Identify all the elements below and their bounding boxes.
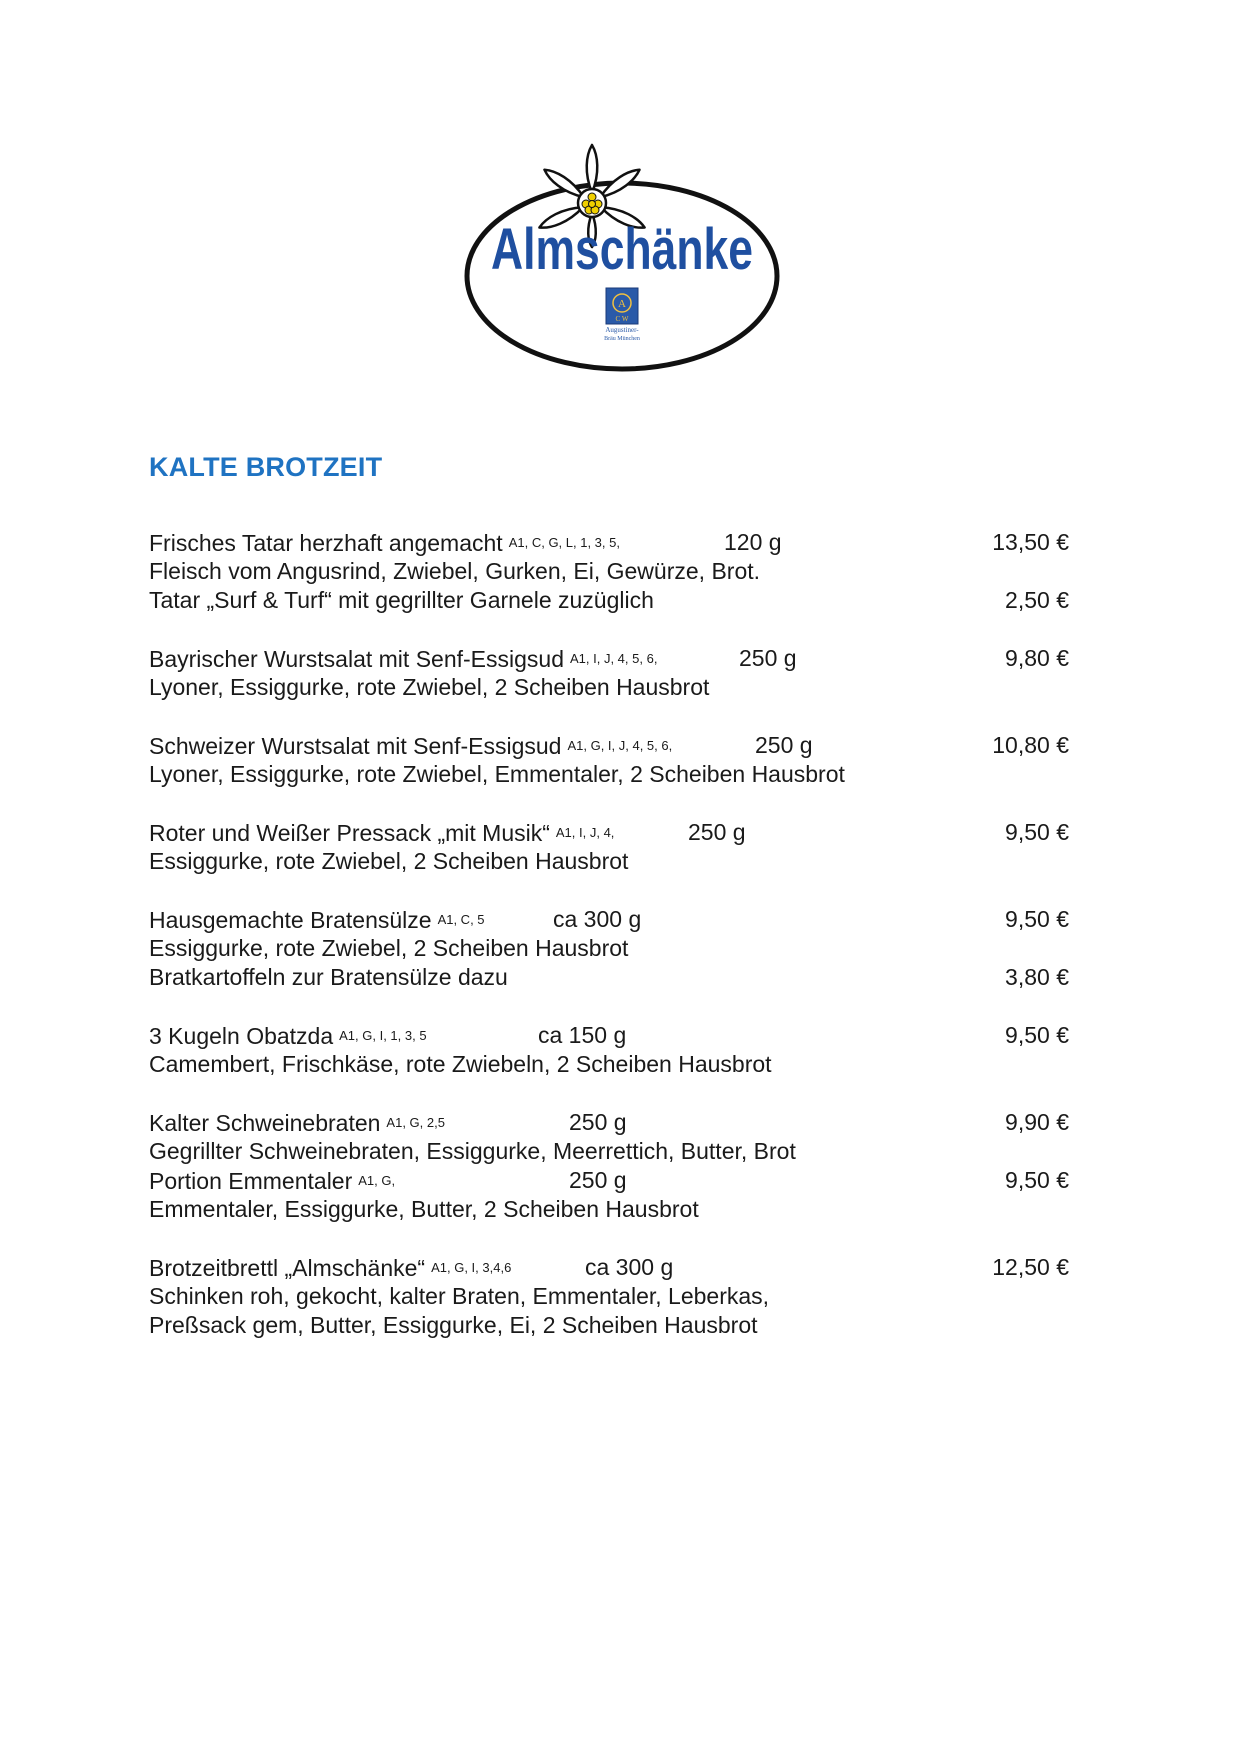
menu-line — [149, 557, 1069, 586]
menu-line — [149, 644, 1069, 673]
dish-name: Preßsack gem, Butter, Essiggurke, Ei, 2 Scheiben Hausbrot — [149, 1312, 758, 1338]
menu-item-group — [149, 1021, 1069, 1079]
dish-name: Brotzeitbrettl „Almschänke“ — [149, 1255, 426, 1281]
almschaenke-logo — [462, 143, 782, 375]
menu-line — [149, 1253, 1069, 1282]
portion-weight: ca 300 g — [553, 906, 642, 932]
menu-item-group — [149, 1108, 1069, 1224]
menu-line — [149, 1108, 1069, 1137]
augustiner-badge-icon — [604, 288, 640, 342]
menu-line — [149, 1311, 1069, 1340]
portion-weight: ca 300 g — [585, 1254, 674, 1280]
price: 9,50 € — [1005, 1167, 1069, 1193]
section-title: KALTE BROTZEIT — [149, 452, 383, 482]
dish-name: Gegrillter Schweinebraten, Essiggurke, Meerrettich, Butter, Brot — [149, 1138, 796, 1164]
menu-line — [149, 847, 1069, 876]
allergen-codes: A1, G, I, J, 4, 5, 6, — [567, 738, 673, 753]
menu-line — [149, 963, 1069, 992]
menu-item-group — [149, 644, 1069, 702]
portion-weight: 120 g — [724, 529, 782, 555]
price: 9,50 € — [1005, 1022, 1069, 1048]
logo-wordmark: Almschänke — [491, 217, 753, 282]
price: 3,80 € — [1005, 964, 1069, 990]
price: 10,80 € — [992, 732, 1069, 758]
menu-line — [149, 528, 1069, 557]
dish-name: Schweizer Wurstsalat mit Senf-Essigsud — [149, 733, 562, 759]
portion-weight: 250 g — [739, 645, 797, 671]
dish-name: Portion Emmentaler — [149, 1168, 353, 1194]
menu-list — [149, 528, 1069, 1369]
menu-line — [149, 1166, 1069, 1195]
menu-line — [149, 1050, 1069, 1079]
dish-name: Schinken roh, gekocht, kalter Braten, Emmentaler, Leberkas, — [149, 1283, 770, 1309]
portion-weight: 250 g — [569, 1167, 627, 1193]
dish-name: Bratkartoffeln zur Bratensülze dazu — [149, 964, 508, 990]
dish-name: Lyoner, Essiggurke, rote Zwiebel, Emmentaler, 2 Scheiben Hausbrot — [149, 761, 845, 787]
badge-line1: Augustiner- — [605, 326, 639, 334]
dish-name: Bayrischer Wurstsalat mit Senf-Essigsud — [149, 646, 564, 672]
price: 9,80 € — [1005, 645, 1069, 671]
allergen-codes: A1, C, 5 — [437, 912, 485, 927]
menu-item-group — [149, 1253, 1069, 1340]
price: 13,50 € — [992, 529, 1069, 555]
allergen-codes: A1, C, G, L, 1, 3, 5, — [508, 535, 620, 550]
allergen-codes: A1, G, I, 1, 3, 5 — [339, 1028, 427, 1043]
dish-name: Essiggurke, rote Zwiebel, 2 Scheiben Hausbrot — [149, 848, 629, 874]
menu-line — [149, 673, 1069, 702]
allergen-codes: A1, G, I, 3,4,6 — [431, 1260, 512, 1275]
badge-monogram: A — [618, 298, 626, 310]
price: 2,50 € — [1005, 587, 1069, 613]
price: 9,50 € — [1005, 819, 1069, 845]
dish-name: Roter und Weißer Pressack „mit Musik“ — [149, 820, 550, 846]
portion-weight: 250 g — [755, 732, 813, 758]
menu-line — [149, 731, 1069, 760]
dish-name: Fleisch vom Angusrind, Zwiebel, Gurken, Ei, Gewürze, Brot. — [149, 558, 761, 584]
menu-item-group — [149, 731, 1069, 789]
menu-line — [149, 760, 1069, 789]
menu-item-group — [149, 818, 1069, 876]
menu-item-group — [149, 528, 1069, 615]
badge-letters: C W — [615, 315, 629, 323]
dish-name: 3 Kugeln Obatzda — [149, 1023, 334, 1049]
portion-weight: 250 g — [569, 1109, 627, 1135]
portion-weight: ca 150 g — [538, 1022, 627, 1048]
dish-name: Tatar „Surf & Turf“ mit gegrillter Garnele zuzüglich — [149, 587, 654, 613]
dish-name: Lyoner, Essiggurke, rote Zwiebel, 2 Scheiben Hausbrot — [149, 674, 710, 700]
menu-line — [149, 818, 1069, 847]
price: 9,90 € — [1005, 1109, 1069, 1135]
dish-name: Essiggurke, rote Zwiebel, 2 Scheiben Hausbrot — [149, 935, 629, 961]
menu-line — [149, 905, 1069, 934]
dish-name: Frisches Tatar herzhaft angemacht — [149, 530, 503, 556]
dish-name: Emmentaler, Essiggurke, Butter, 2 Scheiben Hausbrot — [149, 1196, 699, 1222]
allergen-codes: A1, I, J, 4, — [555, 825, 615, 840]
menu-line — [149, 1021, 1069, 1050]
menu-line — [149, 1137, 1069, 1166]
allergen-codes: A1, G, — [358, 1173, 396, 1188]
portion-weight: 250 g — [688, 819, 746, 845]
allergen-codes: A1, I, J, 4, 5, 6, — [570, 651, 658, 666]
price: 9,50 € — [1005, 906, 1069, 932]
price: 12,50 € — [992, 1254, 1069, 1280]
menu-line — [149, 1282, 1069, 1311]
menu-line — [149, 586, 1069, 615]
dish-name: Kalter Schweinebraten — [149, 1110, 381, 1136]
menu-line — [149, 1195, 1069, 1224]
menu-item-group — [149, 905, 1069, 992]
dish-name: Hausgemachte Bratensülze — [149, 907, 432, 933]
allergen-codes: A1, G, 2,5 — [386, 1115, 445, 1130]
dish-name: Camembert, Frischkäse, rote Zwiebeln, 2 Scheiben Hausbrot — [149, 1051, 772, 1077]
badge-line2: Bräu München — [604, 336, 640, 342]
menu-line — [149, 934, 1069, 963]
